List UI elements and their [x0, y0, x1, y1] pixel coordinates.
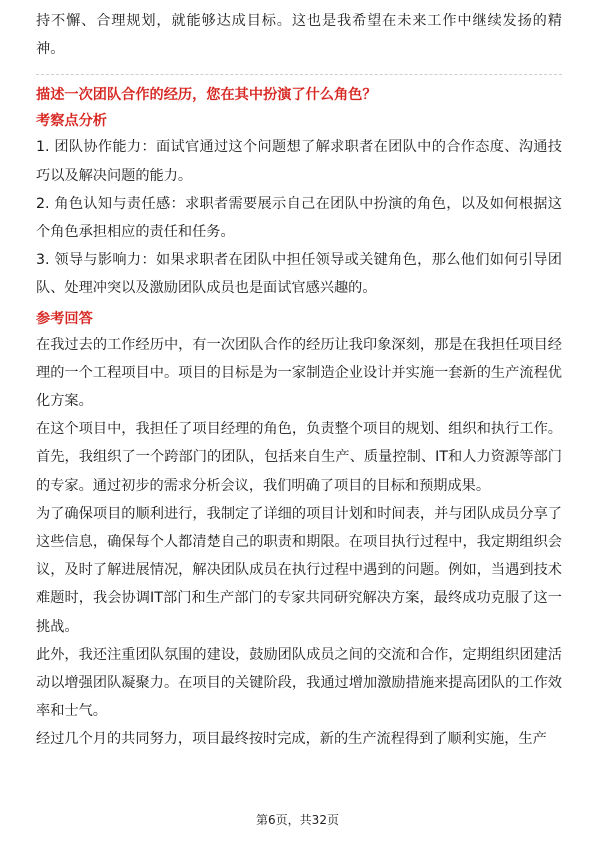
- document-page: [36, 0, 562, 842]
- page-number-footer: 第6页，共32页: [256, 813, 339, 827]
- answer-body: [36, 331, 562, 754]
- answer-paragraph-4: 此外，我还注重团队氛围的建设，鼓励团队成员之间的交流和合作，定期组织团建活动以增强团队凝聚力。在项目的关键阶段，我通过增加激励措施来提高团队的工作效率和士气。: [36, 646, 562, 720]
- answer-paragraph-2: 在这个项目中，我担任了项目经理的角色，负责整个项目的规划、组织和执行工作。首先，我组织了一个跨部门的团队，包括来自生产、质量控制、IT和人力资源等部门的专家。通过初步的需求分析会议，我们明确了项目的目标和预期成果。: [36, 421, 562, 494]
- section-divider: [36, 74, 562, 75]
- answer-paragraph-1: 在我过去的工作经历中，有一次团队合作的经历让我印象深刻，那是在我担任项目经理的一个工程项目中。项目的目标是为一家制造企业设计并实施一套新的生产流程优化方案。: [36, 336, 562, 410]
- analysis-point-3: 3. 领导与影响力：如果求职者在团队中担任领导或关键角色，那么他们如何引导团队、处理冲突以及激励团队成员也是面试官感兴趣的。: [36, 252, 562, 297]
- answer-heading: 参考回答: [36, 310, 93, 327]
- analysis-point-1: 1. 团队协作能力：面试官通过这个问题想了解求职者在团队中的合作态度、沟通技巧以及解决问题的能力。: [36, 139, 562, 184]
- analysis-heading: 考察点分析: [36, 113, 107, 130]
- interview-question: 描述一次团队合作的经历，您在其中扮演了什么角色？: [36, 87, 377, 104]
- analysis-points: [36, 133, 562, 302]
- analysis-point-2: 2. 角色认知与责任感：求职者需要展示自己在团队中扮演的角色，以及如何根据这个角色承担相应的责任和任务。: [36, 195, 562, 241]
- intro-paragraph: 持不懈、合理规划，就能够达成目标。这也是我希望在未来工作中继续发扬的精神。: [36, 13, 562, 58]
- answer-paragraph-5: 经过几个月的共同努力，项目最终按时完成，新的生产流程得到了顺利实施，生产: [36, 731, 547, 748]
- answer-paragraph-3: 为了确保项目的顺利进行，我制定了详细的项目计划和时间表，并与团队成员分享了这些信息，确保每个人都清楚自己的职责和期限。在项目执行过程中，我定期组织会议，及时了解进展情况，解决团队成员在执行过程中遇到的问题。例如，当遇到技术难题时，我会协调IT部门和生产部门的专家共同研究解决方案，最终成功克服了这一挑战。: [36, 505, 562, 635]
